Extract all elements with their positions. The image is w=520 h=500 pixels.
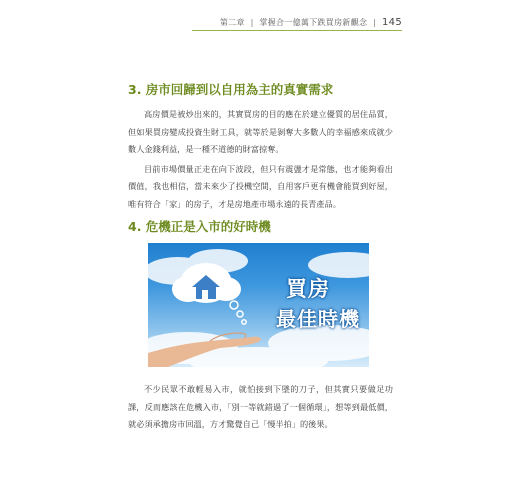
chapter-title: 掌握合一億萬下跌買房新觀念 xyxy=(259,18,368,27)
body-paragraph: 目前市場價量正走在向下波段，但只有震盪才是常態，也才能夠看出價值，我也相信，當未來少了投機空間，自用客戶更有機會能買到好屋，唯有符合「家」的房子，才是房地產市場永遠的長青產品。 xyxy=(128,163,393,209)
image-caption-line-2: 最佳時機 xyxy=(276,307,360,331)
header-separator: | xyxy=(250,18,254,27)
page-body xyxy=(128,82,393,436)
running-head xyxy=(220,17,402,28)
page-number: 145 xyxy=(382,17,402,28)
header-rule xyxy=(192,30,402,31)
section-heading: 4. 危機正是入市的好時機 xyxy=(128,219,271,234)
page-header xyxy=(0,0,520,40)
illustration-house-hand xyxy=(148,243,369,367)
body-paragraph: 不少民眾不敢輕易入市，就怕接到下墜的刀子，但其實只要做足功課，反而應該在危機入市，「別一等就錯過了一個循環」，想等到最低價，就必須承擔房市回溫，方才驚覺自己「慢半拍」的後果。 xyxy=(128,384,393,429)
body-paragraph: 高房價是被炒出來的，其實買房的目的應在於建立優質的居住品質，但如果買房變成投資生財工具，就等於是剝奪大多數人的幸福感來成就少數人金錢利益，是一種不道德的財富掠奪。 xyxy=(128,109,393,154)
image-caption-line-1: 買房 xyxy=(286,277,330,301)
section-heading: 3. 房市回歸到以自用為主的真實需求 xyxy=(128,82,334,97)
bubbles xyxy=(230,301,246,324)
chapter-label: 第二章 xyxy=(219,18,245,27)
header-separator: | xyxy=(373,18,377,27)
